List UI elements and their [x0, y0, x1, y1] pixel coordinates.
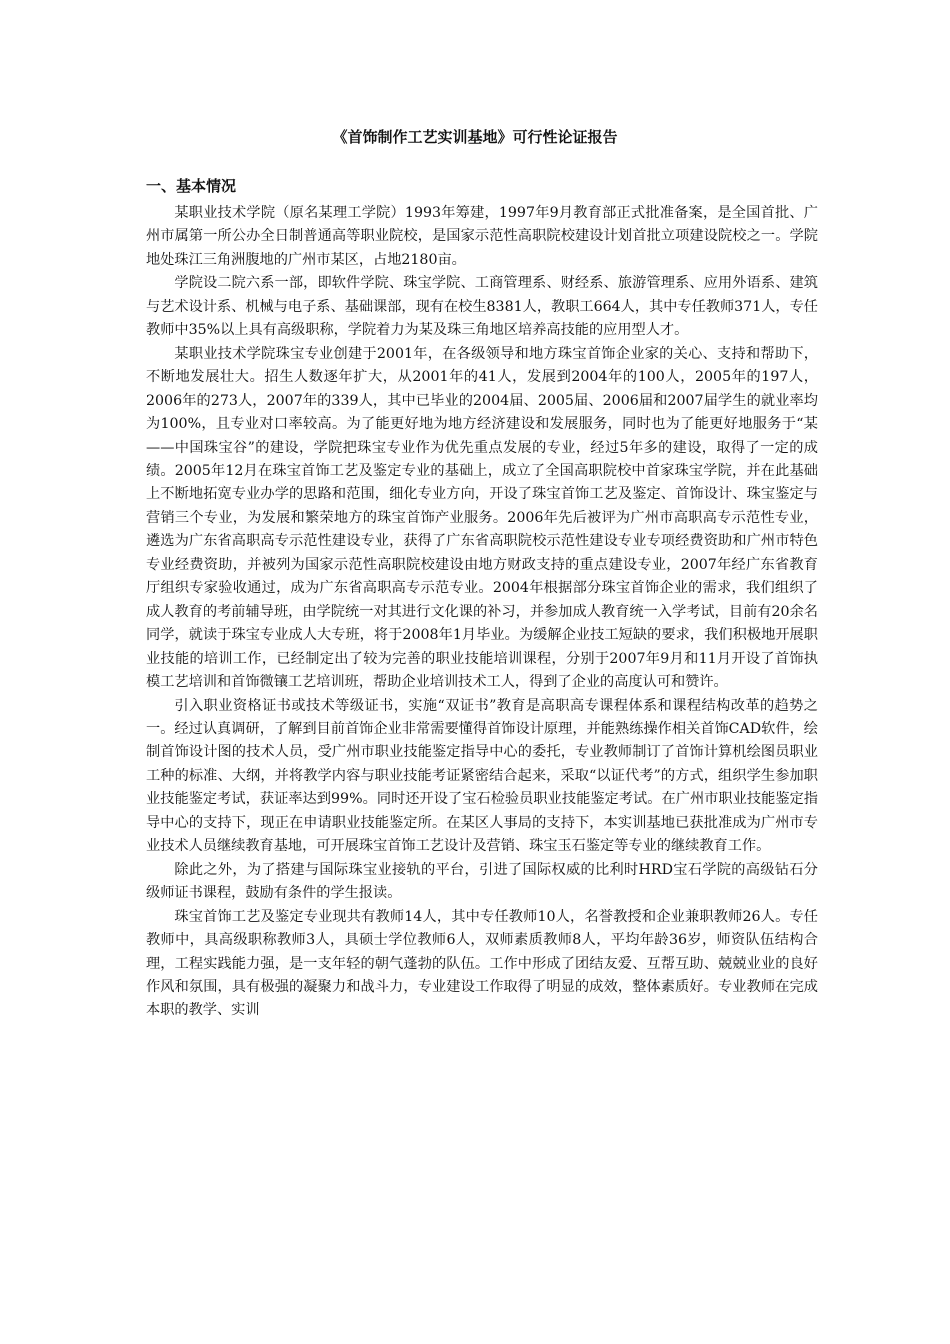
document-title: 《首饰制作工艺实训基地》可行性论证报告 — [332, 128, 618, 146]
paragraph-jewelry-program: 某职业技术学院珠宝专业创建于2001年，在各级领导和地方珠宝首饰企业家的关心、支持和帮助下，不断地发展壮大。招生人数逐年扩大，从2001年的41人，发展到2004年的100人，2005年的197人，2006年的273人，2007年的339人，其中已毕业的2004届、2005届、2006届和2007届学生的就业率均为100%，且专业对口率较高。为了能更好地为地方经济建设和发展服务，同时也为了能更好地服务于“某——中国珠宝谷”的建设，学院把珠宝专业作为优先重点发展的专业，经过5年多的建设，取得了一定的成绩。2005年12月在珠宝首饰工艺及鉴定专业的基础上，成立了全国高职院校中首家珠宝学院，并在此基础上不断地拓宽专业办学的思路和范围，细化专业方向，开设了珠宝首饰工艺及鉴定、首饰设计、珠宝鉴定与营销三个专业，为发展和繁荣地方的珠宝首饰产业服务。2006年先后被评为广州市高职高专示范性专业，遴选为广东省高职高专示范性建设专业，获得了广东省高职院校示范性建设专业专项经费资助和广州市特色专业经费资助，并被列为国家示范性高职院校建设由地方财政支持的重点建设专业，2007年经广东省教育厅组织专家验收通过，成为广东省高职高专示范专业。2004年根据部分珠宝首饰企业的需求，我们组织了成人教育的考前辅导班，由学院统一对其进行文化课的补习，并参加成人教育统一入学考试，目前有20余名同学，就读于珠宝专业成人大专班，将于2008年1月毕业。为缓解企业技工短缺的要求，我们积极地开展职业技能的培训工作，已经制定出了较为完善的职业技能培训课程，分别于2007年9月和11月开设了首饰执模工艺培训和首饰微镶工艺培训班，帮助企业培训技术工人，得到了企业的高度认可和赞许。 — [146, 345, 818, 691]
paragraph-college-structure: 学院设二院六系一部，即软件学院、珠宝学院、工商管理系、财经系、旅游管理系、应用外语系、建筑与艺术设计系、机械与电子系、基础课部，现有在校生8381人，教职工664人，其中专任教师371人，专任教师中35%以上具有高级职称，学院着力为某及珠三角地区培养高技能的应用型人才。 — [146, 275, 818, 339]
paragraph-international: 除此之外，为了搭建与国际珠宝业接轨的平台，引进了国际权威的比利时HRD宝石学院的高级钻石分级师证书课程，鼓励有条件的学生报读。 — [146, 861, 818, 902]
paragraph-dual-certificate: 引入职业资格证书或技术等级证书，实施“双证书”教育是高职高专课程体系和课程结构改革的趋势之一。经过认真调研，了解到目前首饰企业非常需要懂得首饰设计原理，并能熟练操作相关首饰CAD软件，绘制首饰设计图的技术人员，受广州市职业技能鉴定指导中心的委托，专业教师制订了首饰计算机绘图员职业工种的标准、大纲，并将教学内容与职业技能考证紧密结合起来，采取“以证代考”的方式，组织学生参加职业技能鉴定考试，获证率达到99%。同时还开设了宝石检验员职业技能鉴定考试。在广州市职业技能鉴定指导中心的支持下，现正在申请职业技能鉴定所。在某区人事局的支持下，本实训基地已获批准成为广州市专业技术人员继续教育基地，可开展珠宝首饰工艺设计及营销、珠宝玉石鉴定等专业的继续教育工作。 — [146, 697, 818, 855]
document-body — [146, 202, 818, 1023]
paragraph-college-history: 某职业技术学院（原名某理工学院）1993年筹建，1997年9月教育部正式批准备案，是全国首批、广州市属第一所公办全日制普通高等职业院校，是国家示范性高职院校建设计划首批立项建设院校之一。学院地处珠江三角洲腹地的广州市某区，占地2180亩。 — [146, 205, 818, 268]
paragraph-faculty: 珠宝首饰工艺及鉴定专业现共有教师14人，其中专任教师10人，名誉教授和企业兼职教师26人。专任教师中，具高级职称教师3人，具硕士学位教师6人，双师素质教师8人，平均年龄36岁，师资队伍结构合理，工程实践能力强，是一支年轻的朝气蓬勃的队伍。工作中形成了团结友爱、互帮互助、兢兢业业的良好作风和氛围，具有极强的凝聚力和战斗力，专业建设工作取得了明显的成效，整体素质好。专业教师在完成本职的教学、实训 — [146, 908, 818, 1019]
section-heading: 一、基本情况 — [146, 177, 237, 195]
